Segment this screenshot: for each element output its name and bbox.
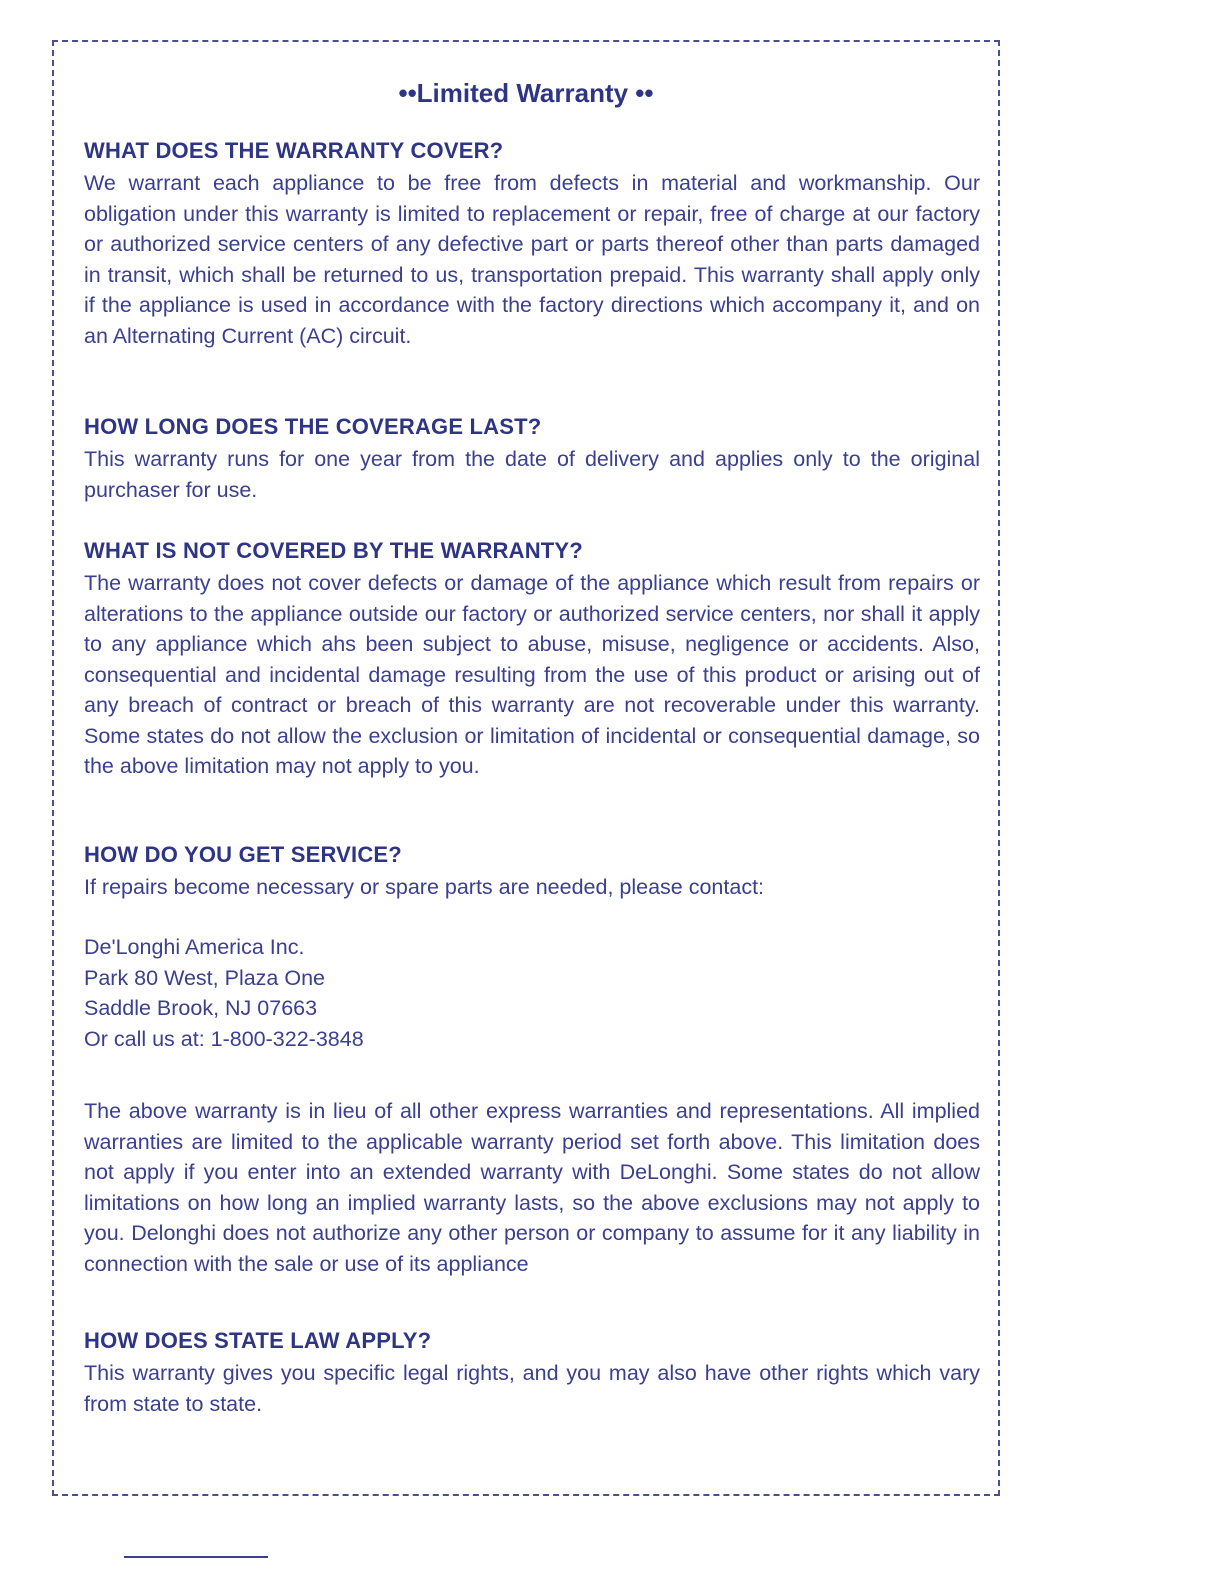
- page-title: ••Limited Warranty ••: [398, 78, 654, 108]
- section-body: This warranty runs for one year from the date of delivery and applies only to the original purchaser for use.: [84, 447, 980, 502]
- section-body: If repairs become necessary or spare parts are needed, please contact:: [84, 875, 765, 899]
- section-service: [84, 842, 980, 903]
- section-disclaimer: [84, 1096, 980, 1279]
- contact-city: Saddle Brook, NJ 07663: [84, 996, 318, 1020]
- section-exclusions: [84, 538, 980, 782]
- section-body: The warranty does not cover defects or damage of the appliance which result from repairs or alterations to the appliance outside our factory or authorized service centers, nor shall it apply to any appliance which ahs been subject to abuse, misuse, negligence or accidents. Also, consequential and incidental damage resulting from the use of this product or arising out of any breach of contract or breach of this warranty are not recoverable under this warranty. Some states do not allow the exclusion or limitation of incidental or consequential damage, so the above limitation may not apply to you.: [84, 571, 980, 778]
- disclaimer-text: The above warranty is in lieu of all other express warranties and representations. All implied warranties are limited to the applicable warranty period set forth above. This limitation does not apply if you enter into an extended warranty with DeLonghi. Some states do not allow limitations on how long an implied warranty lasts, so the above exclusions may not apply to you. Delonghi does not authorize any other person or company to assume for it any liability in connection with the sale or use of its appliance: [84, 1099, 980, 1276]
- contact-address: [84, 932, 980, 1054]
- warranty-card: [52, 40, 1000, 1496]
- contact-phone: Or call us at: 1-800-322-3848: [84, 1026, 364, 1051]
- section-duration: [84, 414, 980, 505]
- section-state-law: [84, 1328, 980, 1419]
- section-heading: WHAT DOES THE WARRANTY COVER?: [84, 138, 504, 163]
- contact-company: De'Longhi America Inc.: [84, 935, 305, 959]
- section-body: We warrant each appliance to be free from defects in material and workmanship. Our obligation under this warranty is limited to replacement or repair, free of charge at our factory or authorized service centers of any defective part or parts thereof other than parts damaged in transit, which shall be returned to us, transportation prepaid. This warranty shall apply only if the appliance is used in accordance with the factory directions which accompany it, and on an Alternating Current (AC) circuit.: [84, 171, 980, 348]
- footer-rule: [124, 1556, 268, 1558]
- section-heading: WHAT IS NOT COVERED BY THE WARRANTY?: [84, 538, 583, 563]
- section-heading: HOW LONG DOES THE COVERAGE LAST?: [84, 414, 542, 439]
- section-body: This warranty gives you specific legal rights, and you may also have other rights which vary from state to state.: [84, 1361, 980, 1416]
- section-coverage: [84, 138, 980, 351]
- section-heading: HOW DOES STATE LAW APPLY?: [84, 1328, 432, 1353]
- contact-street: Park 80 West, Plaza One: [84, 965, 325, 990]
- section-heading: HOW DO YOU GET SERVICE?: [84, 842, 402, 867]
